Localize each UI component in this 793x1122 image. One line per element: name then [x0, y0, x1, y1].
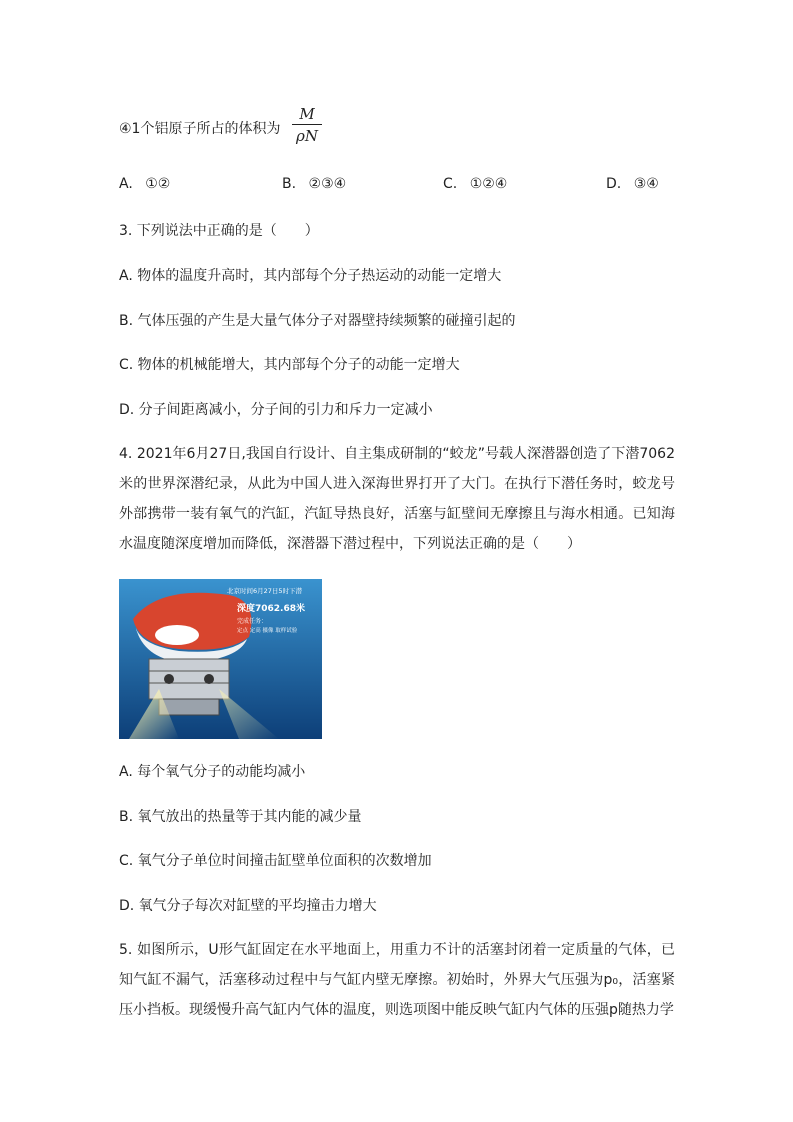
q4-option-a: A. 每个氧气分子的动能均减小	[119, 764, 306, 780]
q2-option-d-text: ③④	[633, 176, 659, 192]
fraction-denominator: ρN	[296, 127, 318, 145]
q3-option-d: D. 分子间距离减小，分子间的引力和斥力一定减小	[119, 402, 433, 418]
q2-option-b-text: ②③④	[308, 176, 347, 192]
q2-item4-text: ④1个铝原子所占的体积为	[119, 121, 281, 137]
q4-option-c: C. 氧气分子单位时间撞击缸壁单位面积的次数增加	[119, 853, 432, 869]
q5-stem: 5. 如图所示，U形气缸固定在水平地面上，用重力不计的活塞封闭着一定质量的气体，已知气缸不漏气，活塞移动过程中与气缸内壁无摩擦。初始时，外界大气压强为p₀，活塞紧压小挡板。现缓慢升高气缸内气体的温度，则选项图中能反映气缸内气体的压强p随热力学	[119, 942, 675, 1018]
q3-option-a: A. 物体的温度升高时，其内部每个分子热运动的动能一定增大	[119, 268, 502, 284]
fraction-numerator: M	[292, 105, 322, 125]
volume-fraction	[292, 105, 322, 145]
q3-option-b: B. 气体压强的产生是大量气体分子对器壁持续频繁的碰撞引起的	[119, 313, 516, 329]
q2-option-c	[443, 176, 507, 192]
q4-option-b: B. 氧气放出的热量等于其内能的减少量	[119, 809, 362, 825]
q2-option-c-letter: C.	[443, 176, 458, 192]
q2-option-c-text: ①②④	[469, 176, 508, 192]
q3-stem: 3. 下列说法中正确的是（ ）	[119, 223, 319, 239]
q3-option-c: C. 物体的机械能增大，其内部每个分子的动能一定增大	[119, 357, 460, 373]
q2-option-d	[606, 176, 659, 192]
caption-line-1: 北京时间6月27日5时下潜	[227, 587, 303, 595]
q2-option-b	[282, 176, 346, 192]
q4-stem: 4. 2021年6月27日,我国自行设计、自主集成研制的“蛟龙”号载人深潜器创造了下潜7062米的世界深潜纪录，从此为中国人进入深海世界打开了大门。在执行下潜任务时，蛟龙号外部携带一装有氧气的汽缸，汽缸导热良好，活塞与缸壁间无摩擦且与海水相通。已知海水温度随深度增加而降低，深潜器下潜过程中，下列说法正确的是（ ）	[119, 446, 675, 552]
q2-option-a	[119, 176, 170, 192]
q2-option-d-letter: D.	[606, 176, 622, 192]
q4-option-d: D. 氧气分子每次对缸壁的平均撞击力增大	[119, 898, 377, 914]
caption-line-3: 完成任务：	[237, 618, 268, 625]
q2-option-a-letter: A.	[119, 176, 133, 192]
caption-line-4: 定点 定高 摄像 取样试验	[237, 628, 298, 634]
caption-line-2: 深度7062.68米	[237, 604, 305, 614]
q2-option-a-text: ①②	[145, 176, 171, 192]
q2-option-b-letter: B.	[282, 176, 297, 192]
submersible-photo	[119, 579, 322, 739]
